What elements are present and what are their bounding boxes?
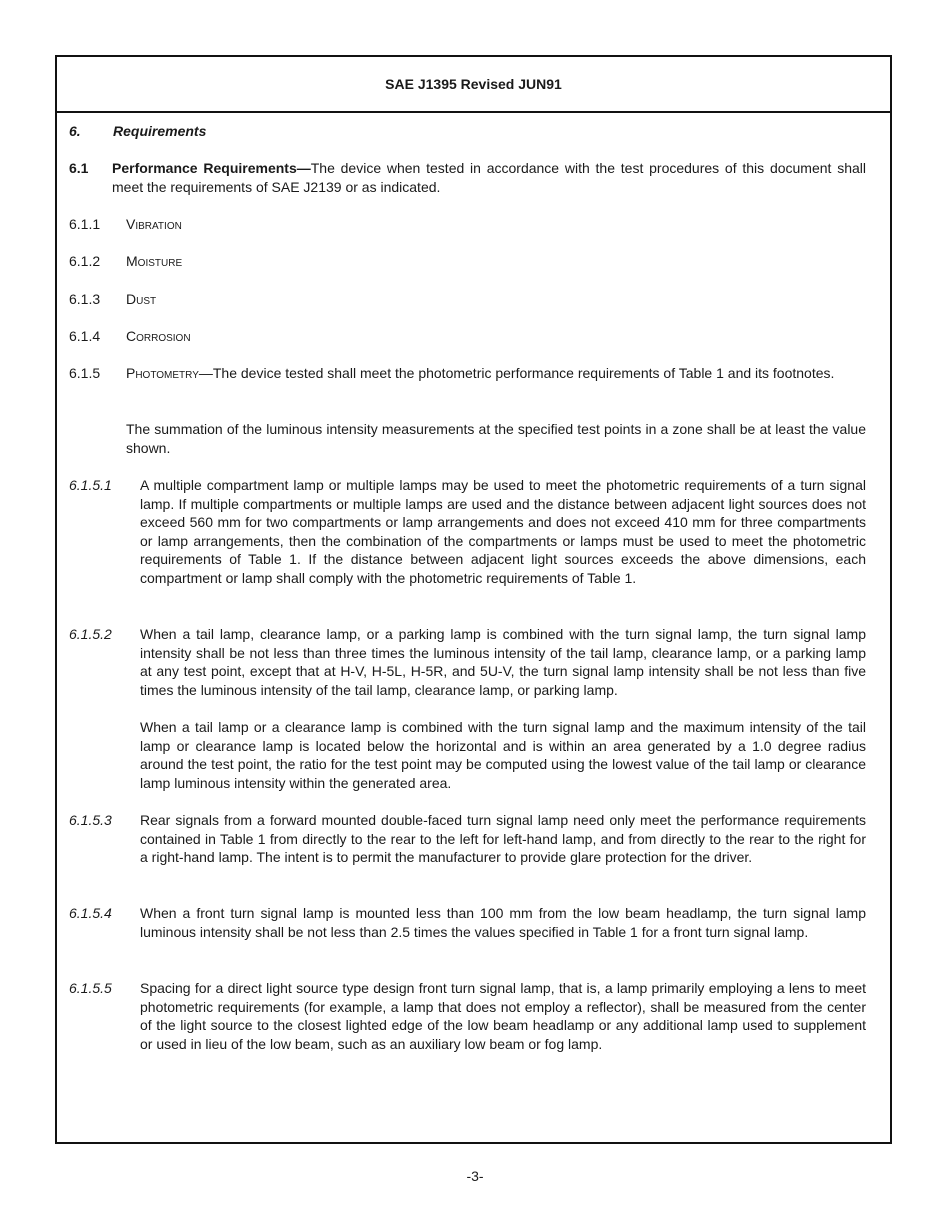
- s61-lead: Performance Requirements—: [112, 160, 311, 176]
- document-header: [57, 57, 890, 113]
- s6151-number: 6.1.5.1: [69, 477, 112, 493]
- s61-text: The device when tested in accordance with the test procedures of this document shall meet the requirements of SAE J2139 or as indicated.: [112, 160, 866, 195]
- section-number: 6.: [69, 123, 81, 139]
- s615-text: —The device tested shall meet the photometric performance requirements of Table 1 and its footnotes.: [198, 365, 835, 381]
- s6154-number: 6.1.5.4: [69, 905, 112, 921]
- s612-number: 6.1.2: [69, 253, 101, 269]
- s615-paragraph: [126, 364, 866, 383]
- page-number: -3-: [466, 1168, 484, 1184]
- s6155-number: 6.1.5.5: [69, 980, 112, 996]
- s61-number: 6.1: [69, 160, 89, 176]
- s6152-paragraph-2: When a tail lamp or a clearance lamp is combined with the turn signal lamp and the maximum intensity of the tail lamp or clearance lamp is located below the horizontal and is within an area generated by a 1.0 degree radius around the test point, the ratio for the test point may be computed using the lowest value of the tail lamp or clearance lamp luminous intensity within the generated area.: [140, 719, 866, 791]
- s612-title: Moisture: [126, 253, 183, 269]
- s6153-paragraph: Rear signals from a forward mounted double-faced turn signal lamp need only meet the performance requirements contained in Table 1 from directly to the rear to the left for left-hand lamp, and from directly to the rear to the right for a right-hand lamp. The intent is to permit the manufacturer to provide glare protection for the driver.: [140, 812, 866, 866]
- s6154-paragraph: When a front turn signal lamp is mounted less than 100 mm from the low beam headlamp, the turn signal lamp luminous intensity shall be not less than 2.5 times the values specified in Table 1 for a front turn signal lamp.: [140, 905, 866, 940]
- s6155-paragraph: Spacing for a direct light source type design front turn signal lamp, that is, a lamp primarily employing a lens to meet photometric requirements (for example, a lamp that does not employ a reflector), shall be measured from the center of the light source to the closest lighted edge of the low beam headlamp or any additional lamp used to supplement or used in lieu of the low beam, such as an auxiliary low beam or fog lamp.: [140, 980, 866, 1052]
- s6151-paragraph: A multiple compartment lamp or multiple lamps may be used to meet the photometric requirements of a turn signal lamp. If multiple compartments or multiple lamps are used and the distance between adjacent light sources does not exceed 560 mm for two compartments or lamp arrangements and does not exceed 410 mm for three compartments or lamp arrangements, then the combination of the compartments or lamps must be used to meet the photometric requirements of Table 1. If the distance between adjacent light sources exceeds the above dimensions, each compartment or lamp shall comply with the photometric requirements of Table 1.: [140, 477, 866, 586]
- document-title: SAE J1395 Revised JUN91: [385, 76, 562, 92]
- s6152-number: 6.1.5.2: [69, 626, 112, 642]
- s614-title: Corrosion: [126, 328, 191, 344]
- s615-paragraph-2: The summation of the luminous intensity measurements at the specified test points in a zone shall be at least the value shown.: [126, 421, 866, 456]
- s6153-number: 6.1.5.3: [69, 812, 112, 828]
- s614-number: 6.1.4: [69, 328, 101, 344]
- s613-title: Dust: [126, 291, 157, 307]
- s611-number: 6.1.1: [69, 216, 101, 232]
- section-title: Requirements: [113, 123, 207, 139]
- s613-number: 6.1.3: [69, 291, 101, 307]
- s611-title: Vibration: [126, 216, 182, 232]
- s61-paragraph: [112, 159, 866, 196]
- s615-title: Photometry: [126, 365, 199, 381]
- s6152-paragraph: When a tail lamp, clearance lamp, or a parking lamp is combined with the turn signal lamp, the turn signal lamp intensity shall be not less than three times the luminous intensity of the tail lamp, clearance lamp, or a parking lamp at any test point, except that at H-V, H-5L, H-5R, and 5U-V, the turn signal lamp intensity shall be not less than five times the luminous intensity of the tail lamp, clearance lamp, or parking lamp.: [140, 626, 866, 698]
- s615-number: 6.1.5: [69, 365, 101, 381]
